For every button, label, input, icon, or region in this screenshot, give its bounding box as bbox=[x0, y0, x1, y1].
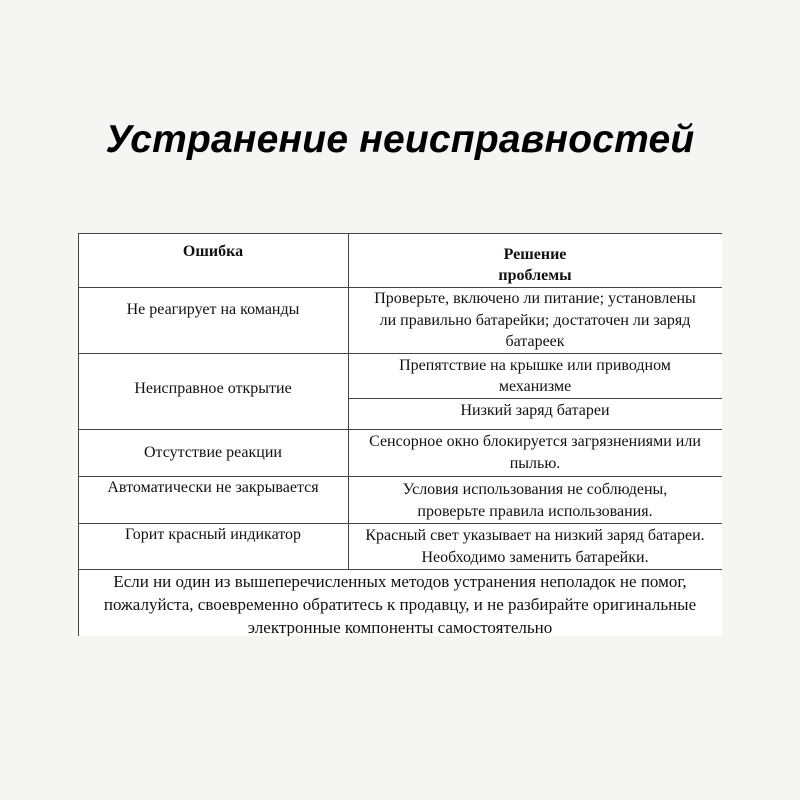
row-2-solution-text: Препятствие на крышке или приводном механизме bbox=[399, 357, 671, 395]
row-4-solution-text: Условия использования не соблюдены, проверьте правила использования. bbox=[402, 481, 668, 520]
table-row-1-solution bbox=[368, 288, 702, 354]
table-row-2-error bbox=[78, 378, 348, 408]
page-title: Устранение неисправностей bbox=[105, 118, 695, 161]
table-row-1-error bbox=[78, 299, 348, 329]
row-2-error-text: Неисправное открытие bbox=[134, 380, 292, 397]
table-row-2-solution bbox=[358, 355, 712, 399]
table-row-4-solution bbox=[368, 479, 702, 523]
table-row-4-error bbox=[78, 477, 348, 507]
row-3-error-text: Отсутствие реакции bbox=[144, 444, 282, 461]
troubleshooting-table bbox=[78, 233, 722, 636]
table-footer-note: Если ни один из вышеперечисленных методов устранения неполадок не помог, пожалуйста, своевременно обратитесь к продавцу, и не разбирайте оригинальные электронные компоненты самостоятельно bbox=[103, 572, 697, 636]
row-5-solution-text: Красный свет указывает на низкий заряд батареи. Необходимо заменить батарейки. bbox=[365, 527, 705, 566]
header-solution-line2: проблемы bbox=[498, 267, 572, 284]
header-error-label: Ошибка bbox=[182, 243, 244, 260]
table-row-2-solution-extra bbox=[348, 400, 722, 428]
row-divider bbox=[78, 429, 722, 430]
header-error bbox=[78, 241, 348, 285]
row-3-solution-text: Сенсорное окно блокируется загрязнениями или пылью. bbox=[369, 433, 701, 472]
header-solution-line1: Решение bbox=[503, 246, 567, 263]
table-row-3-error bbox=[78, 442, 348, 472]
row-5-error-text: Горит красный индикатор bbox=[124, 526, 302, 543]
row-4-error-text: Автоматически не закрывается bbox=[107, 479, 319, 496]
header-solution bbox=[348, 243, 722, 287]
table-row-5-solution bbox=[358, 525, 712, 569]
row-2-solution-extra-text: Низкий заряд батареи bbox=[460, 402, 610, 419]
row-1-error-text: Не реагирует на команды bbox=[126, 301, 300, 318]
table-row-3-solution bbox=[348, 431, 722, 475]
row-1-solution-text: Проверьте, включено ли питание; установлены ли правильно батарейки; достаточен ли заряд батареек bbox=[374, 290, 696, 350]
table-top-border bbox=[78, 233, 722, 234]
table-row-5-error bbox=[78, 524, 348, 554]
